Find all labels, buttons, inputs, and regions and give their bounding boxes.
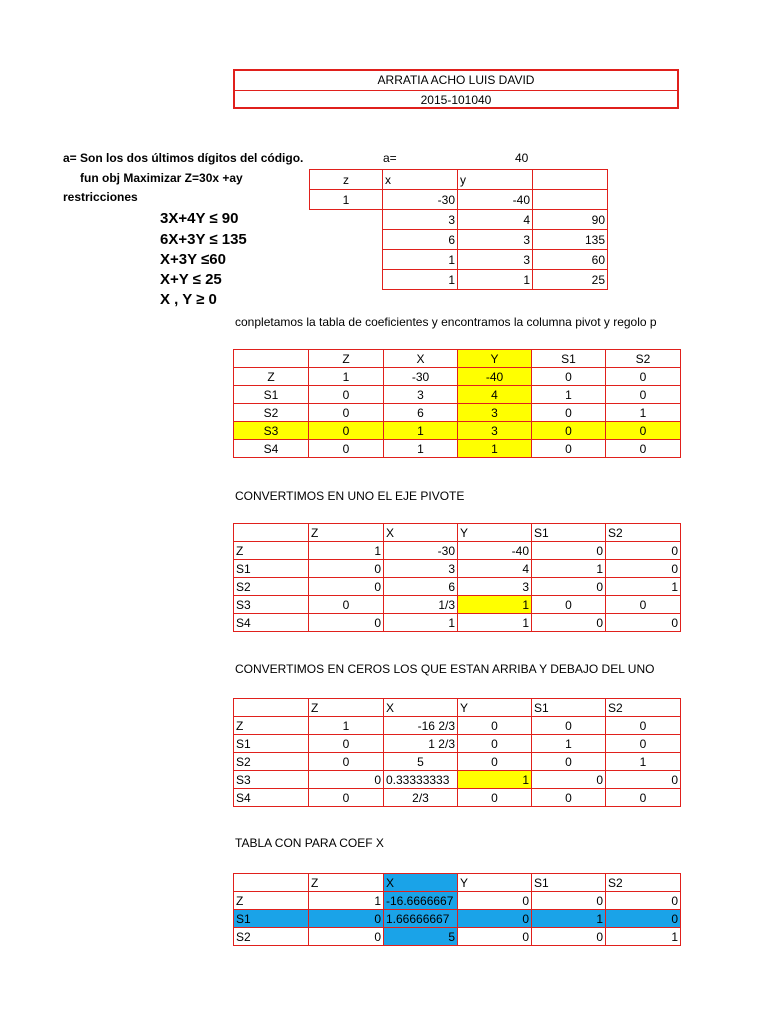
step2-title: CONVERTIMOS EN UNO EL EJE PIVOTE <box>235 489 465 503</box>
table-cell: 3 <box>384 560 458 578</box>
table-cell: 0 <box>532 422 606 440</box>
table-cell: 0 <box>458 735 532 753</box>
selected-column-cell: -16.6666667 <box>384 892 458 910</box>
objective-function: fun obj Maximizar Z=30x +ay <box>80 171 243 185</box>
pivot-cell: 1 <box>458 596 532 614</box>
table-cell: S3 <box>234 596 309 614</box>
table-cell: 0 <box>532 892 606 910</box>
table-row <box>310 230 608 250</box>
table-cell: 0 <box>532 404 606 422</box>
table-cell: 0 <box>606 789 681 807</box>
table-cell <box>234 350 309 368</box>
table-cell: 6 <box>384 578 458 596</box>
table-cell: S2 <box>606 350 681 368</box>
table-cell: Z <box>234 892 309 910</box>
step4-table <box>233 873 681 946</box>
table-cell: 1 <box>309 892 384 910</box>
table-row <box>310 250 608 270</box>
table-cell: 0 <box>309 928 384 946</box>
step1-title: conpletamos la tabla de coeficientes y encontramos la columna pivot y regolo p <box>235 315 657 329</box>
table-cell: 0 <box>309 404 384 422</box>
pivot-column-cell: 1 <box>458 440 532 458</box>
pivot-column-cell: 4 <box>458 386 532 404</box>
table-cell: 0 <box>532 368 606 386</box>
table-cell: S1 <box>234 386 309 404</box>
table-cell: 60 <box>533 250 608 270</box>
table-cell: -16 2/3 <box>384 717 458 735</box>
table-cell: 0 <box>458 892 532 910</box>
table-cell: 0 <box>458 717 532 735</box>
table-cell: 0 <box>309 789 384 807</box>
table-cell: 0 <box>606 542 681 560</box>
table-cell <box>310 250 383 270</box>
table-cell: X <box>384 350 458 368</box>
table-cell: 1 <box>606 578 681 596</box>
table-row <box>234 753 681 771</box>
table-row <box>234 699 681 717</box>
table-cell: X <box>384 699 458 717</box>
table-row <box>234 350 681 368</box>
table-cell: 0 <box>532 789 606 807</box>
table-cell: S4 <box>234 789 309 807</box>
table-cell: 5 <box>384 753 458 771</box>
table-cell: 1 <box>532 386 606 404</box>
table-row <box>234 386 681 404</box>
table-row <box>234 440 681 458</box>
table-cell: 0 <box>309 753 384 771</box>
constraint-2: 6X+3Y ≤ 135 <box>160 231 247 248</box>
table-cell: 0 <box>309 422 384 440</box>
table-cell: 25 <box>533 270 608 290</box>
table-cell: 90 <box>533 210 608 230</box>
table-cell: S2 <box>606 524 681 542</box>
selected-column-cell: 1.66666667 <box>384 910 458 928</box>
table-row <box>234 578 681 596</box>
table-cell: x <box>383 170 458 190</box>
table-cell: S2 <box>234 578 309 596</box>
table-row <box>234 735 681 753</box>
table-row <box>310 170 608 190</box>
header-box <box>233 69 679 109</box>
table-cell: 1 <box>383 250 458 270</box>
table-cell: 0 <box>606 386 681 404</box>
restrictions-label: restricciones <box>63 190 138 204</box>
coefficient-table <box>309 169 608 290</box>
table-cell: Z <box>234 368 309 386</box>
step4-title: TABLA CON PARA COEF X <box>235 836 384 850</box>
table-cell: 0 <box>458 910 532 928</box>
table-cell: 0 <box>309 596 384 614</box>
table-cell: S1 <box>532 699 606 717</box>
table-cell: -30 <box>384 368 458 386</box>
table-cell: 4 <box>458 560 532 578</box>
table-cell: 3 <box>458 250 533 270</box>
table-cell: 0 <box>309 910 384 928</box>
student-name: ARRATIA ACHO LUIS DAVID <box>377 73 535 87</box>
table-cell <box>234 874 309 892</box>
table-cell: 0 <box>309 440 384 458</box>
table-cell: 0 <box>606 735 681 753</box>
table-cell: X <box>384 524 458 542</box>
table-cell: 1 <box>606 404 681 422</box>
table-row <box>310 190 608 210</box>
table-row <box>234 874 681 892</box>
table-row <box>234 542 681 560</box>
a-description: a= Son los dos últimos dígitos del código. <box>63 151 304 165</box>
table-cell: 0 <box>458 928 532 946</box>
pivot-column-cell: Y <box>458 350 532 368</box>
table-cell: 0 <box>606 440 681 458</box>
table-cell: 0 <box>458 789 532 807</box>
table-cell: 6 <box>383 230 458 250</box>
table-cell: S1 <box>234 560 309 578</box>
table-cell: 0 <box>309 735 384 753</box>
table-cell: 0 <box>532 440 606 458</box>
table-cell: 0 <box>606 717 681 735</box>
table-cell: 1 <box>309 717 384 735</box>
table-cell: 0 <box>606 771 681 789</box>
table-cell: S2 <box>234 753 309 771</box>
table-cell: S2 <box>234 404 309 422</box>
pivot-cell: 1 <box>458 771 532 789</box>
table-cell <box>234 699 309 717</box>
table-cell: S2 <box>234 928 309 946</box>
table-cell: 1 <box>310 190 383 210</box>
table-cell: 1 <box>458 270 533 290</box>
table-row <box>310 270 608 290</box>
table-row <box>234 404 681 422</box>
table-row <box>234 717 681 735</box>
selected-row <box>234 910 681 928</box>
table-cell: 3 <box>458 230 533 250</box>
table-cell: S2 <box>606 699 681 717</box>
a-label: a= <box>383 151 397 165</box>
table-cell: 1 <box>384 422 458 440</box>
table-cell: S2 <box>606 874 681 892</box>
table-cell <box>310 270 383 290</box>
table-cell: S3 <box>234 422 309 440</box>
table-cell: 1/3 <box>384 596 458 614</box>
pivot-cell: 3 <box>458 422 532 440</box>
pivot-row <box>234 422 681 440</box>
table-cell: 0.33333333 <box>384 771 458 789</box>
a-value: 40 <box>515 151 529 165</box>
table-cell: S1 <box>532 524 606 542</box>
table-cell: 1 <box>532 735 606 753</box>
table-cell: 0 <box>458 753 532 771</box>
pivot-column-cell: -40 <box>458 368 532 386</box>
table-cell: -40 <box>458 542 532 560</box>
table-cell: 0 <box>532 614 606 632</box>
table-row <box>234 928 681 946</box>
table-row <box>234 524 681 542</box>
table-cell: 1 <box>606 753 681 771</box>
table-cell: 3 <box>383 210 458 230</box>
table-row <box>234 596 681 614</box>
table-row <box>234 368 681 386</box>
table-cell: 0 <box>532 578 606 596</box>
table-cell: S4 <box>234 440 309 458</box>
table-cell: Z <box>234 542 309 560</box>
selected-column-cell: X <box>384 874 458 892</box>
pivot-column-cell: 3 <box>458 404 532 422</box>
table-cell: z <box>310 170 383 190</box>
step3-title: CONVERTIMOS EN CEROS LOS QUE ESTAN ARRIBA Y DEBAJO DEL UNO <box>235 662 655 676</box>
table-cell: 0 <box>606 614 681 632</box>
selected-column-cell: 5 <box>384 928 458 946</box>
table-cell: 0 <box>309 614 384 632</box>
table-cell: Y <box>458 874 532 892</box>
step1-table <box>233 349 681 458</box>
table-row <box>234 892 681 910</box>
table-row <box>234 789 681 807</box>
table-row <box>234 771 681 789</box>
table-cell: 2/3 <box>384 789 458 807</box>
table-cell: 0 <box>606 368 681 386</box>
table-cell: 1 <box>384 440 458 458</box>
table-cell: Z <box>309 524 384 542</box>
table-cell: 1 <box>309 368 384 386</box>
table-cell: Y <box>458 699 532 717</box>
table-cell <box>533 170 608 190</box>
table-cell: 6 <box>384 404 458 422</box>
table-cell: 0 <box>606 910 681 928</box>
table-cell: 1 <box>532 560 606 578</box>
table-cell: S4 <box>234 614 309 632</box>
table-cell: -40 <box>458 190 533 210</box>
table-cell: 1 2/3 <box>384 735 458 753</box>
table-cell <box>310 230 383 250</box>
table-cell: S1 <box>532 350 606 368</box>
step3-table <box>233 698 681 807</box>
table-cell: Z <box>309 874 384 892</box>
table-cell: 0 <box>532 596 606 614</box>
table-cell: 0 <box>309 771 384 789</box>
constraint-1: 3X+4Y ≤ 90 <box>160 210 239 227</box>
table-cell: 3 <box>384 386 458 404</box>
table-cell <box>533 190 608 210</box>
header-divider <box>235 90 677 91</box>
table-cell: 1 <box>309 542 384 560</box>
table-cell: 1 <box>532 910 606 928</box>
table-cell: 0 <box>309 560 384 578</box>
table-cell: 0 <box>532 542 606 560</box>
table-cell: Z <box>309 350 384 368</box>
table-cell: -30 <box>383 190 458 210</box>
table-cell: Z <box>234 717 309 735</box>
table-cell: 1 <box>383 270 458 290</box>
table-cell: y <box>458 170 533 190</box>
table-row <box>234 614 681 632</box>
table-cell <box>310 210 383 230</box>
table-cell: 0 <box>606 422 681 440</box>
student-code: 2015-101040 <box>420 93 492 107</box>
table-row <box>310 210 608 230</box>
table-cell: 0 <box>532 771 606 789</box>
table-cell: 4 <box>458 210 533 230</box>
table-cell: S1 <box>234 735 309 753</box>
table-cell: 1 <box>458 614 532 632</box>
table-cell: 0 <box>309 578 384 596</box>
table-cell: 0 <box>309 386 384 404</box>
table-cell: -30 <box>384 542 458 560</box>
table-cell: 0 <box>606 892 681 910</box>
table-cell: 0 <box>532 753 606 771</box>
constraint-3: X+3Y ≤60 <box>160 251 226 268</box>
table-cell: S3 <box>234 771 309 789</box>
table-cell: 135 <box>533 230 608 250</box>
constraint-5: X , Y ≥ 0 <box>160 291 217 308</box>
table-cell: 0 <box>606 560 681 578</box>
table-cell: S1 <box>234 910 309 928</box>
step2-table <box>233 523 681 632</box>
table-cell: 3 <box>458 578 532 596</box>
table-cell: 1 <box>384 614 458 632</box>
table-cell <box>234 524 309 542</box>
table-cell: 0 <box>532 717 606 735</box>
table-cell: 1 <box>606 928 681 946</box>
table-cell: 0 <box>606 596 681 614</box>
table-cell: Y <box>458 524 532 542</box>
table-cell: Z <box>309 699 384 717</box>
constraint-4: X+Y ≤ 25 <box>160 271 222 288</box>
table-cell: S1 <box>532 874 606 892</box>
table-row <box>234 560 681 578</box>
table-cell: 0 <box>532 928 606 946</box>
